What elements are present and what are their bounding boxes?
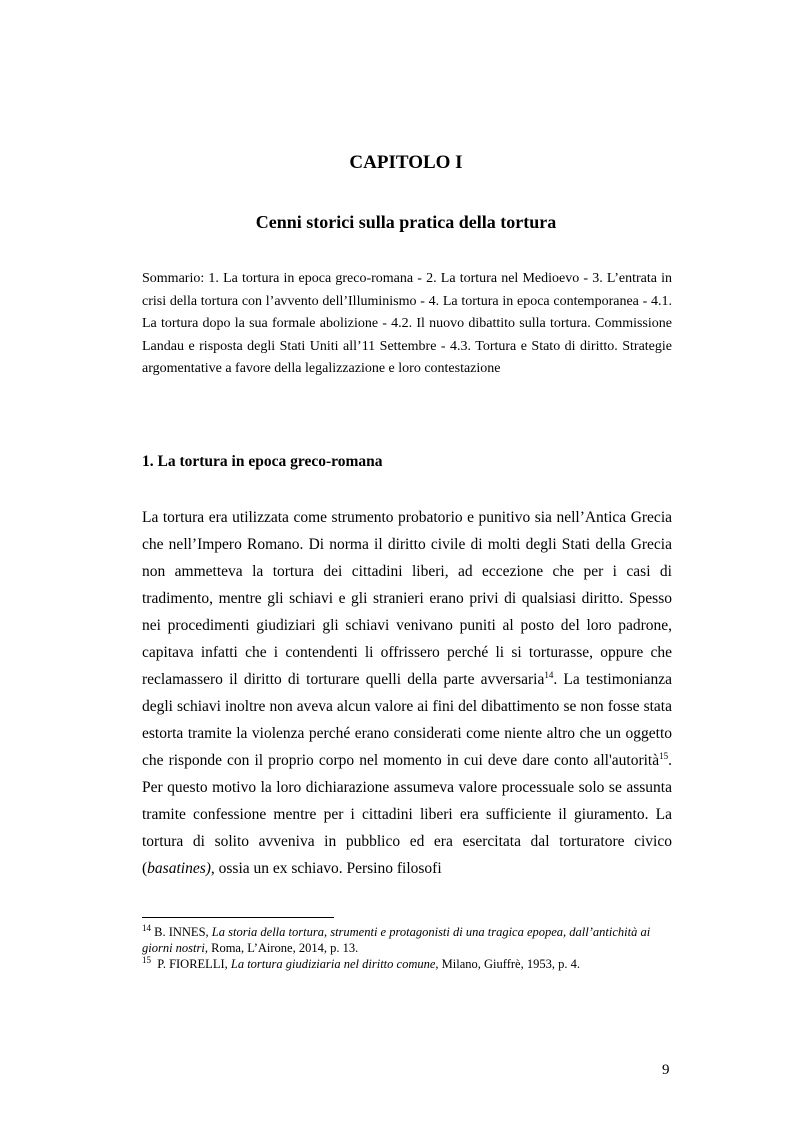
footnote-number: 15 [142, 954, 151, 965]
chapter-summary: Sommario: 1. La tortura in epoca greco-romana - 2. La tortura nel Medioevo - 3. L’entrata in crisi della tortura con l’avvento dell’Illuminismo - 4. La tortura in epoca contemporanea - 4.1. La tortura dopo la sua formale abolizione - 4.2. Il nuovo dibattito sulla tortura. Commissione Landau e risposta degli Stati Uniti all’11 Settembre - 4.3. Tortura e Stato di diritto. Strategie argomentative a favore della legalizzazione e loro contestazione [142, 271, 672, 377]
page-number: 9 [662, 1062, 670, 1078]
footnote-number: 14 [142, 922, 151, 933]
body-text-part-2: . La testimonianza degli schiavi inoltre non aveva alcun valore ai fini del dibattimento se non fosse stata estorta tramite la violenza perché erano considerati come niente altro che un oggetto che risponde con il proprio corpo nel momento in cui deve dare conto all'autorità [142, 671, 672, 769]
section-heading: 1. La tortura in epoca greco-romana [142, 453, 383, 470]
body-text-part-3: . Per questo motivo la loro dichiarazione assumeva valore processuale solo se assunta tramite confessione mentre per i cittadini liberi era sufficiente il giuramento. La tortura di solito avveniva in pubblico ed era esercitata dal torturatore civico ( [142, 752, 672, 877]
footnote-details: , Roma, L’Airone, 2014, p. 13. [204, 941, 359, 955]
footnote-author: B. INNES, [154, 925, 209, 939]
body-text-part-1: La tortura era utilizzata come strumento probatorio e punitivo sia nell’Antica Grecia che nell’Impero Romano. Di norma il diritto civile di molti degli Stati della Grecia non ammetteva la tortura dei cittadini liberi, ad eccezione che per i casi di tradimento, mentre gli schiavi e gli stranieri erano privi di qualsiasi diritto. Spesso nei procedimenti giudiziari gli schiavi venivano puniti al posto del loro padrone, capitava infatti che i contendenti li offrissero perché li si torturasse, oppure che reclamassero il diritto di torturare quelli della parte avversaria [142, 509, 672, 688]
footnotes [142, 924, 672, 972]
chapter-label: CAPITOLO I [349, 152, 463, 173]
footnote-author: P. FIORELLI, [157, 957, 228, 971]
footnote-ref-14[interactable]: 14 [544, 669, 554, 680]
footnote-separator [142, 917, 334, 918]
footnote-title: La storia della tortura, strumenti e protagonisti di una tragica epopea, dall’antichità ai giorni nostri [142, 925, 651, 955]
footnote-15 [142, 956, 672, 972]
body-paragraph [142, 504, 672, 882]
chapter-title: Cenni storici sulla pratica della tortura [255, 212, 557, 232]
footnote-details: , Milano, Giuffrè, 1953, p. 4. [435, 957, 580, 971]
italic-term: basatines) [147, 860, 211, 877]
body-text-part-4: , ossia un ex schiavo. Persino filosofi [210, 860, 442, 877]
footnote-ref-15[interactable]: 15 [659, 750, 669, 761]
footnote-14 [142, 924, 672, 956]
footnote-title: La tortura giudiziaria nel diritto comune [230, 957, 436, 971]
